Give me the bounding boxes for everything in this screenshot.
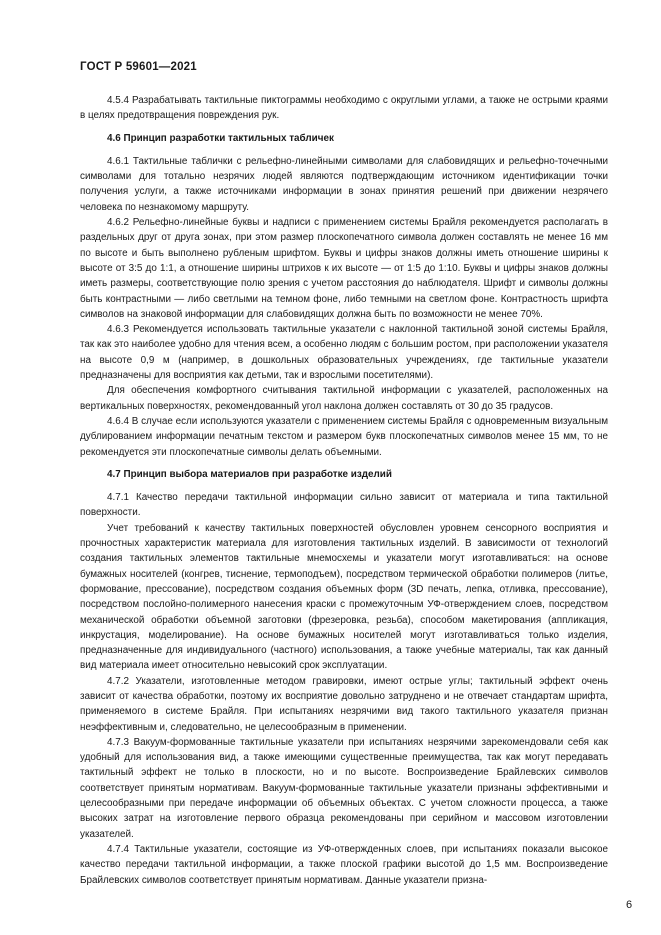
paragraph-4-6-4: 4.6.4 В случае если используются указатели с применением системы Брайля с одновременным визуальным дублированием информации печатным текстом и размером букв плоскопечатных символов менее 15 мм, то не рекомендуется эти плоскопечатные символы делать объемными.: [80, 415, 608, 458]
paragraph-4-5-4: 4.5.4 Разрабатывать тактильные пиктограммы необходимо с округлыми углами, а также не острыми краями в целях предотвращения повреждения рук.: [80, 95, 608, 122]
page-header: ГОСТ Р 59601—2021: [80, 61, 197, 73]
paragraph-4-7-1-cont: Учет требований к качеству тактильных поверхностей обусловлен уровнем сенсорного восприятия и прочностных характеристик материала для изготовления тактильных изделий. В зависимости от технологий создания тактильных элементов тактильные мнемосхемы и указатели могут изготавливаться: на основе бумажных носителей (конгрев, тиснение, термоподъем), посредством термической обработки полимеров (литье, формование, прессование), посредством создания объемных форм (3D печать, лепка, отливка, прессование), посредством послойно-полимерного нанесения краски с промежуточным УФ-отверждением слоев, посредством механической обработки объемной заготовки (фрезеровка, резьба), способом макетирования (аппликация, инкрустация, моделирование). На основе бумажных носителей могут изготавливаться только изделия, предназначенные для индивидуального (частного) использования, а также учебные материалы, так как данный вид материала имеет относительно невысокий срок эксплуатации.: [80, 522, 608, 672]
paragraph-4-6-3-cont: Для обеспечения комфортного считывания тактильной информации с указателей, расположенных на вертикальных поверхностях, рекомендованный угол наклона должен составлять от 30 до 35 градусов.: [80, 385, 608, 412]
section-heading-4-7: 4.7 Принцип выбора материалов при разработке изделий: [107, 468, 392, 480]
section-heading-4-6: 4.6 Принцип разработки тактильных табличек: [107, 132, 334, 144]
paragraph-4-6-3: 4.6.3 Рекомендуется использовать тактильные указатели с наклонной тактильной зоной системы Брайля, так как это наиболее удобно для чтения всем, а особенно людям с большим ростом, при расположении указателя на высоте 0,9 м (например, в дошкольных образовательных учреждениях, где тактильные указатели предназначены для восприятия как детьми, так и взрослыми посетителями).: [80, 324, 608, 382]
document-body: [80, 93, 608, 888]
paragraph-4-6-2: 4.6.2 Рельефно-линейные буквы и надписи с применением системы Брайля рекомендуется располагать в раздельных друг от друга зонах, при этом размер плоскопечатного символа должен составлять не менее 16 мм по высоте и быть выполнено рубленым шрифтом. Буквы и цифры знаков должны иметь отношение ширины к высоте от 3:5 до 1:1, а отношение ширины штрихов к их высоте — от 1:5 до 1:10. Буквы и цифры знаков должны иметь размеры, соответствующие полю зрения с учетом расстояния до наблюдателя. Шрифт и символы должны быть контрастными — либо светлыми на темном фоне, либо темными на светлом фоне. Контрастность шрифта символов на знаковой информации для слабовидящих должна быть по возможности не менее 70%.: [80, 217, 608, 320]
page-number: 6: [626, 899, 633, 911]
paragraph-4-7-1: 4.7.1 Качество передачи тактильной информации сильно зависит от материала и типа тактильной поверхности.: [80, 492, 608, 519]
paragraph-4-7-2: 4.7.2 Указатели, изготовленные методом гравировки, имеют острые углы; тактильный эффект очень зависит от качества обработки, поэтому их восприятие довольно затруднено и не отвечает стандартам шрифта, применяемого в системе Брайля. При испытаниях незрячими вид такого тактильного указателя признан неэффективным и, следовательно, не целесообразным в применении.: [80, 675, 608, 733]
paragraph-4-7-4: 4.7.4 Тактильные указатели, состоящие из УФ-отвержденных слоев, при испытаниях показали высокое качество передачи тактильной информации, а также плоской графики высотой до 1,5 мм. Воспроизведение Брайлевских символов соответствует принятым нормативам. Данные указатели призна-: [80, 843, 608, 886]
paragraph-4-7-3: 4.7.3 Вакуум-формованные тактильные указатели при испытаниях незрячими зарекомендовали себя как удобный для использования вид, а также имеющими существенные преимущества, так как могут передавать тактильный эффект не только в плоскости, но и по высоте. Воспроизведение Брайлевских символов соответствует принятым нормативам. Вакуум-формованные тактильные указатели признаны эффективными и целесообразными при передаче информации об объемных объектах. С учетом сложности процесса, а также высоких затрат на изготовление первого образца рекомендованы при серийном и массовом изготовлении указателей.: [80, 736, 608, 840]
paragraph-4-6-1: 4.6.1 Тактильные таблички с рельефно-линейными символами для слабовидящих и рельефно-точечными символами для тотально незрячих людей являются подтверждающим источником идентификации точки получения услуги, а также источниками информации в зонах принятия решений при движении незрячего человека по незнакомому маршруту.: [80, 155, 608, 213]
